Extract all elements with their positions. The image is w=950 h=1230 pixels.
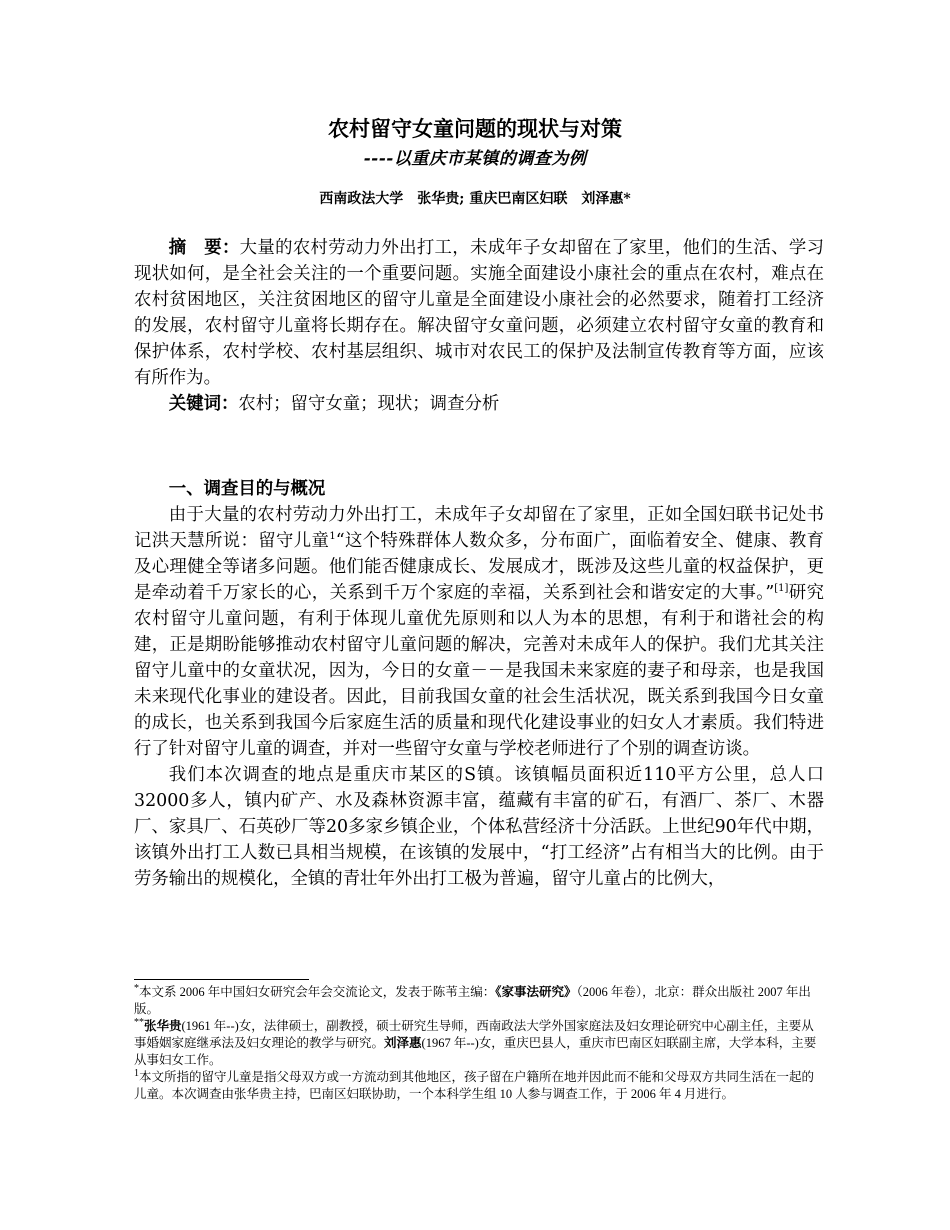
abstract-section: [134, 235, 824, 417]
footnote-ref[interactable]: 1: [329, 531, 336, 543]
citation-ref[interactable]: [1]: [774, 583, 789, 595]
book-title: 《家事法研究》: [495, 985, 577, 999]
footnote-text: 本文所指的留守儿童是指父母双方或一方流动到其他地区，孩子留在户籍所在地并因此而不能和父母双方共同生活在一起的儿童。本次调查由张华贵主持，巴南区妇联协助，一个本科学生组 10 人参与调查工作，于 2006 年 4 月进行。: [134, 1070, 815, 1101]
section-survey-purpose: [134, 476, 824, 892]
footnote-mark: *: [134, 982, 139, 994]
paragraph-text: 由于大量的农村劳动力外出打工，未成年子女却留在了家里，正如全国妇联书记处书记洪天慧所说：留守儿童: [134, 505, 824, 551]
author-name: 张华贵: [144, 1019, 182, 1033]
page-title: 农村留守女童问题的现状与对策: [328, 117, 622, 141]
paragraph-text: 研究农村留守儿童问题，有利于体现儿童优先原则和以人为本的思想，有利于和谐社会的构建，正是期盼能够推动农村留守儿童问题的解决，完善对未成年人的保护。我们尤其关注留守儿童中的女童状况，因为，今日的女童－－是我国未来家庭的妻子和母亲，也是我国未来现代化事业的建设者。因此，目前我国女童的社会生活状况，既关系到我国今日女童的成长，也关系到我国今后家庭生活的质量和现代化建设事业的妇女人才素质。我们特进行了针对留守儿童的调查，并对一些留守女童与学校老师进行了个别的调查访谈。: [134, 583, 824, 759]
body-paragraph-1: [134, 502, 824, 762]
page-subtitle: ----以重庆市某镇的调查为例: [363, 149, 587, 169]
body-paragraph-2: 我们本次调查的地点是重庆市某区的S镇。该镇幅员面积近110平方公里，总人口32000多人，镇内矿产、水及森林资源丰富，蕴藏有丰富的矿石，有酒厂、茶厂、木器厂、家具厂、石英砂厂等20多家乡镇企业，个体私营经济十分活跃。上世纪90年代中期，该镇外出打工人数已具相当规模，在该镇的发展中，“打工经济”占有相当大的比例。由于劳务输出的规模化，全镇的青壮年外出打工极为普遍，留守儿童占的比例大，: [134, 765, 824, 889]
author-name: 刘泽惠: [384, 1036, 422, 1050]
footnote-mark: **: [134, 1016, 144, 1028]
author-line: 西南政法大学 张华贵; 重庆巴南区妇联 刘泽惠*: [319, 191, 631, 207]
footnote-text: (1967 年--)女，重庆巴县人，重庆市巴南区妇联副主席，大学本科，主要从事妇女工作。: [134, 1036, 817, 1067]
abstract-text: 大量的农村劳动力外出打工，未成年子女却留在了家里，他们的生活、学习现状如何，是全社会关注的一个重要问题。实施全面建设小康社会的重点在农村，难点在农村贫困地区，关注贫困地区的留守儿童是全面建设小康社会的必然要求，随着打工经济的发展，农村留守儿童将长期存在。解决留守女童问题，必须建立农村留守女童的教育和保护体系，农村学校、农村基层组织、城市对农民工的保护及法制宣传教育等方面，应该有所作为。: [134, 238, 824, 388]
abstract-label: 摘 要：: [168, 238, 240, 258]
footnote-1: [134, 984, 824, 1018]
footnote-text: 本文系 2006 年中国妇女研究会年会交流论文，发表于陈苇主编：: [139, 985, 496, 999]
keywords-text: 农村；留守女童；现状；调查分析: [238, 394, 500, 414]
footnote-2: [134, 1018, 824, 1069]
footnote-3: [134, 1069, 824, 1103]
keywords-label: 关键词：: [168, 394, 239, 414]
footnote-text: （2006 年卷），北京：群众出版社 2007 年出版。: [134, 985, 811, 1016]
quotation-text: “这个特殊群体人数众多，分布面广，面临着安全、健康、教育及心理健全等诸多问题。他们能否健康成长、发展成才，既涉及这些儿童的权益保护，更是牵动着千万家长的心，关系到千万个家庭的幸福，关系到社会和谐安定的大事。”: [134, 531, 824, 603]
footnote-divider: [134, 979, 309, 980]
footnote-mark: 1: [134, 1067, 139, 1079]
abstract-paragraph: [134, 235, 824, 391]
keywords-paragraph: [134, 391, 824, 417]
footnotes: [134, 984, 824, 1103]
section-heading: 一、调查目的与概况: [168, 479, 326, 499]
footnote-text: (1961 年--)女，法律硕士，副教授，硕士研究生导师，西南政法大学外国家庭法及妇女理论研究中心副主任，主要从事婚姻家庭继承法及妇女理论的教学与研究。: [134, 1019, 814, 1050]
